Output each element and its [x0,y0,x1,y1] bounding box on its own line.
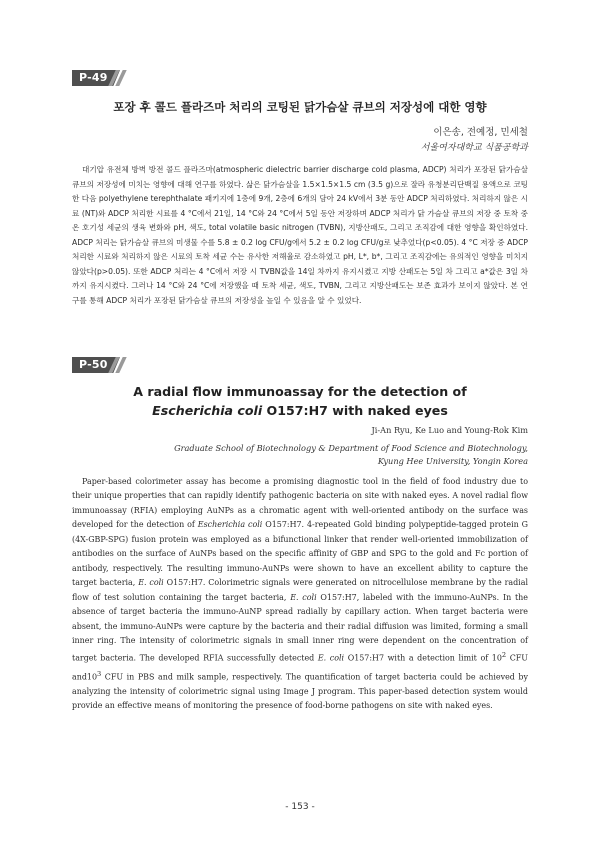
affiliation-english [108,442,528,468]
title-line-2-rest: O157:H7 with naked eyes [262,402,448,418]
title-organism: Escherichia coli [152,402,263,418]
page-number: - 153 - [285,802,315,812]
affiliation-korean: 서울여자대학교 식품공학과 [420,143,528,153]
affiliation-line-1: Graduate School of Biotechnology & Department of Food Science and Biotechnology, [174,443,528,453]
section-badge-p49 [72,70,120,86]
badge-label: P-50 [79,358,108,371]
abstract-english: Paper-based colorimeter assay has become a promising diagnostic tool in the field of food industry due to their unique properties that can rapidly identify pathogenic bacteria on site with naked eyes. A novel radial flow immunoassay (RFIA) employing AuNPs as a chromatic agent with well-oriented antibody on the surface was developed for the detection of Escherichia coli O157:H7. 4-repeated Gold binding polypeptide-tagged protein G (4X-GBP-SPG) fusion protein was employed as a bifunctional linker that render well-oriented immobilization of antibodies on the surface of AuNPs based on the specific affinity of GBP and SPG to the gold and Fc portion of antibody, respectively. The resulting immuno-AuNPs were shown to have an excellent ability to capture the target bacteria, E. coli O157:H7. Colorimetric signals were generated on nitrocellulose membrane by the radial flow of test solution containing the target bacteria, E. coli O157:H7, labeled with the immuno-AuNPs. In the absence of target bacteria the immuno-AuNP spread radially by capillary action. When target bacteria were absent, the immuno-AuNPs were capture by the bacteria and their radial diffusion was limited, forming a small inner ring. The intensity of colorimetric signals in small inner ring were dependent on the concentration of target bacteria. The developed RFIA successfully detected E. coli O157:H7 with a detection limit of $10^2$ CFU $and10^3$ CFU in PBS and milk sample, respectively. The quantification of target bacteria could be achieved by analyzing the intensity of colorimetric signal using Image J program. This paper-based detection system would provide an effective means of monitoring the presence of food-borne pathogens on site with naked eyes. [72,477,529,711]
title-line-2 [0,402,600,421]
affiliation-line-2: Kyung Hee University, Yongin Korea [377,456,528,466]
section-badge-p50 [72,357,120,373]
authors-english: Ji-An Ryu, Ke Luo and Young-Rok Kim [371,425,528,435]
title-line-1: A radial flow immunoassay for the detection of [133,384,467,399]
authors-korean: 이은송, 전예정, 민세철 [433,127,528,138]
paper-title-korean: 포장 후 콜드 플라즈마 처리의 코팅된 닭가슴살 큐브의 저장성에 대한 영향 [113,100,487,114]
abstract-korean: 대기압 유전체 방벽 방전 콜드 플라즈마(atmospheric dielectric barrier discharge cold plasma, ADCP) 처리가 포장된 닭가슴살 큐브의 저장성에 미치는 영향에 대해 연구를 하였다. 삶은 닭가슴살을 1.5×1.5×1.5 cm (3.5 g)으로 잘라 유청분리단백질 용액으로 코팅한 다음 polyethylene terephthalate 패키지에 1층에 9개, 2층에 6개의 담아 24 kV에서 3분 동안 ADCP 처리하였다. 처리하지 않은 시료 (NT)와 ADCP 처리한 시료를 4 °C에서 21일, 14 °C와 24 °C에서 5일 동안 저장하며 ADCP 처리가 닭 가슴살 큐브의 저장 중 토착 중온 호기성 세균의 생육 변화와 pH, 색도, total volatile basic nitrogen (TVBN), 지방산패도, 그리고 조직감에 대한 영향을 확인하였다. ADCP 처리는 닭가슴살 큐브의 미생물 수를 5.8 ± 0.2 log CFU/g에서 5.2 ± 0.2 log CFU/g로 낮추었다(p<0.05). 4 °C 저장 중 ADCP 처리한 시료와 처리하지 않은 시료의 토착 세균 수는 유사한 저해율로 감소하였고 pH, L*, b*, 그리고 조직감에는 유의적인 영향을 미치지 않았다(p>0.05). 또한 ADCP 처리는 4 °C에서 저장 시 TVBN값을 14일 차까지 유지시켰고 지방 산패도는 5일 차 그리고 a*값은 3일 차까지 유지시켰다. 그러나 14 °C와 24 °C에 저장했을 때 토착 세균, 색도, TVBN, 그리고 지방산패도는 보존 효과가 보이지 않았다. 본 연구를 통해 ADCP 처리가 포장된 닭가슴살 큐브의 저장성을 높일 수 있음을 알 수 있었다. [72,165,528,305]
badge-label: P-49 [79,71,108,84]
paper-title-english [0,383,600,420]
